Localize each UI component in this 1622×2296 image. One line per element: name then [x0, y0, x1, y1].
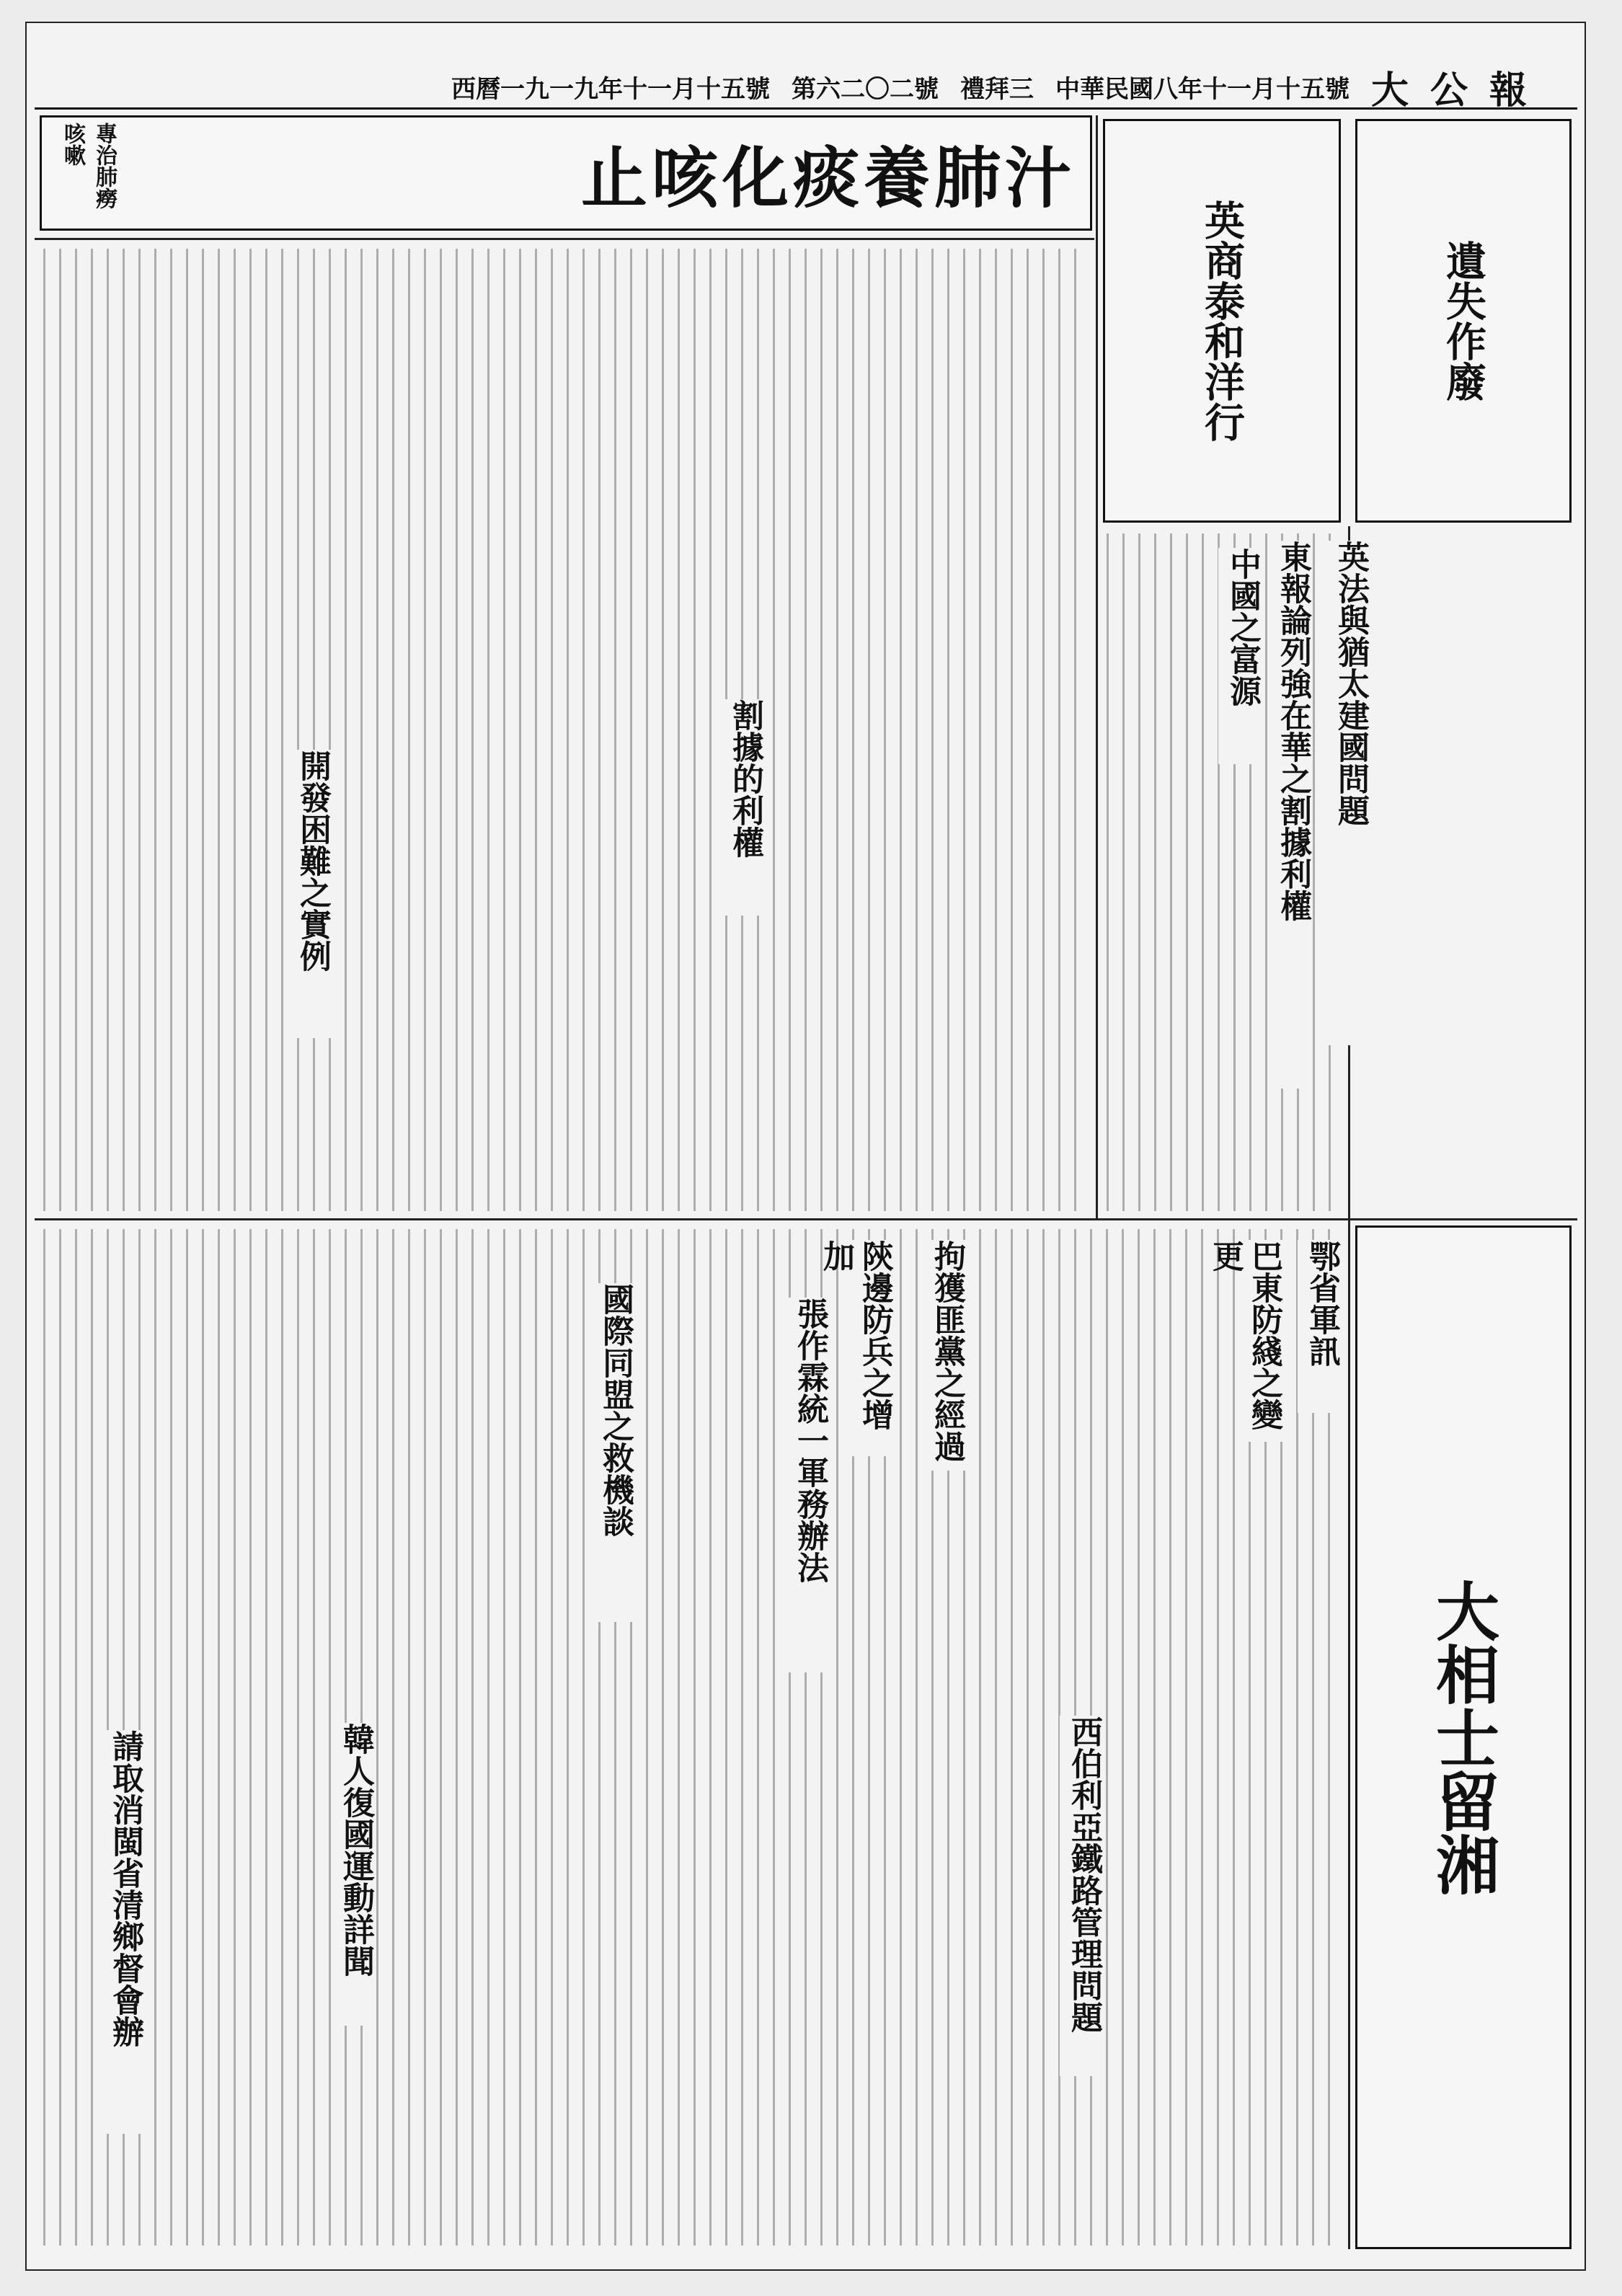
masthead-date: 中華民國八年十一月十五號 — [1055, 75, 1350, 104]
article-title-6: 西伯利亞鐵路管理問題 — [1060, 1716, 1103, 2076]
article-title-14: 巴東防綫之變更 — [1240, 1240, 1283, 1442]
lost-notice-ad: 遺失作廢 — [1355, 119, 1572, 523]
article-title-5: 開發困難之實例 — [288, 750, 332, 1038]
hotel-ad: 英商泰和洋行 — [1103, 119, 1341, 523]
banner-main-text: 止咳化痰養肺汁 — [580, 139, 1076, 217]
article-title-4: 中國之富源 — [1218, 548, 1262, 764]
masthead-western-date: 西曆一九一九年十一月十五號 — [451, 75, 770, 104]
article-title-11: 陝邊防兵之增加 — [851, 1240, 894, 1456]
article-title-2: 東報論列強在華之割據利權 — [1269, 541, 1312, 1089]
upper-body-text-left — [43, 249, 1081, 1211]
masthead-issue: 第六二〇二號 — [791, 75, 939, 104]
lower-body-text — [43, 1229, 1341, 2246]
article-title-12: 拘獲匪黨之經過 — [923, 1240, 966, 1471]
article-title-9: 韓人復國運動詳聞 — [332, 1723, 375, 2026]
rule-2 — [35, 1218, 1577, 1220]
masthead — [35, 66, 1577, 110]
rule-3 — [1096, 115, 1098, 1218]
paper-name: 大公報 — [1370, 68, 1548, 112]
fortune-ad: 大相士留湘 — [1355, 1225, 1572, 2249]
masthead-weekday: 禮拜三 — [960, 75, 1034, 104]
banner-side-text: 專治肺癆咳嗽 — [60, 123, 117, 209]
article-title-3: 割據的利權 — [721, 699, 764, 916]
article-title-13: 鄂省軍訊 — [1298, 1240, 1341, 1413]
banner-ad — [40, 115, 1092, 231]
article-title-8: 張作霖統一軍務辦法 — [786, 1298, 829, 1672]
article-title-1: 英法與猶太建國問題 — [1326, 541, 1370, 1045]
article-title-10: 請取消閩省清鄉督會辦 — [101, 1730, 144, 2134]
article-title-7: 國際同盟之救機談 — [591, 1283, 634, 1622]
rule-1 — [35, 238, 1094, 240]
